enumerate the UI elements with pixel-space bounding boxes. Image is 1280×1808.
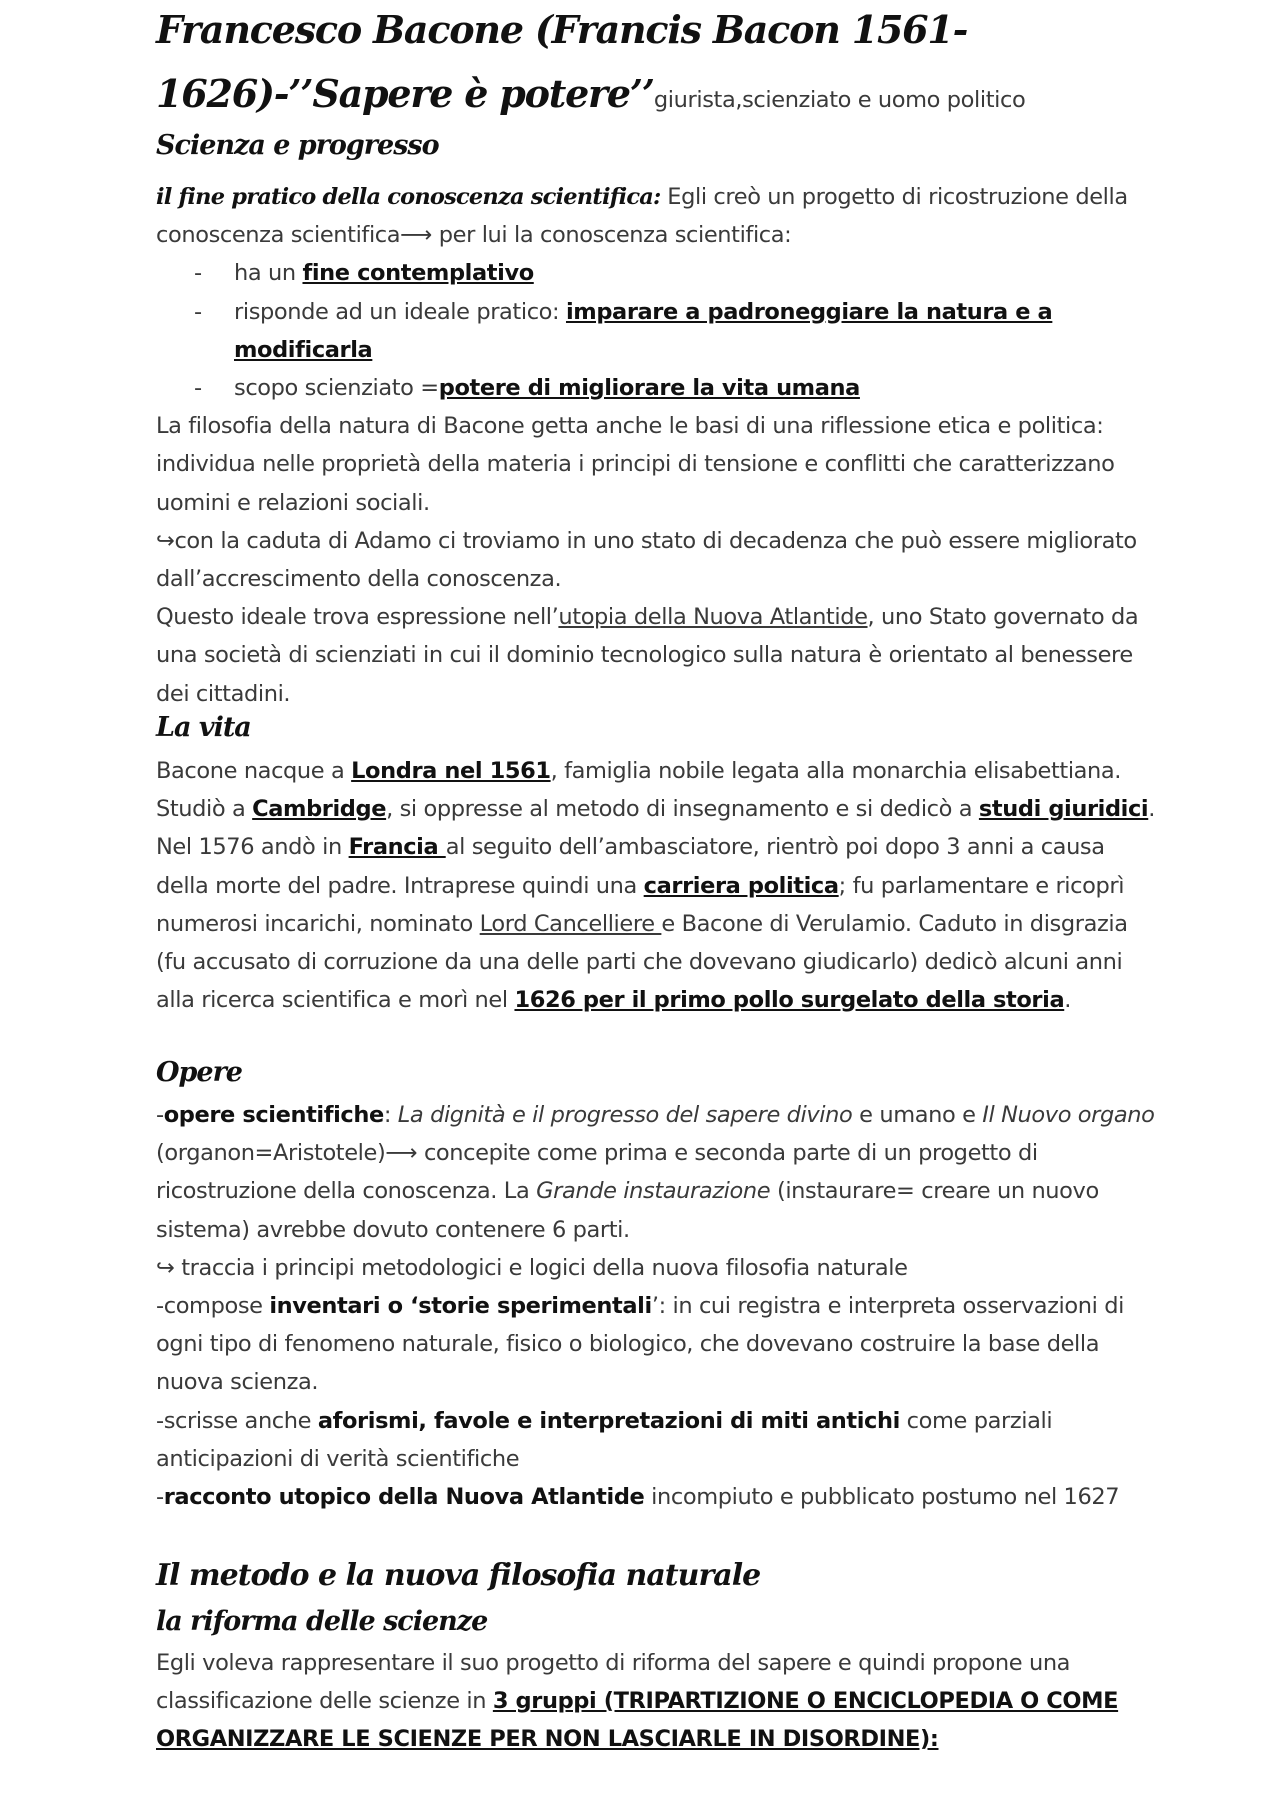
paragraph-adamo: ↪con la caduta di Adamo ci troviamo in uno stato di decadenza che può essere migliorato dall’accrescimento della conoscenza. bbox=[156, 527, 1137, 593]
subheading-riforma: la riforma delle scienze bbox=[156, 1606, 488, 1637]
text: - bbox=[156, 1102, 164, 1128]
underlined-text: Lord Cancelliere bbox=[479, 910, 662, 937]
bold-text: opere scientifiche bbox=[163, 1102, 384, 1128]
text: Bacone nacque a bbox=[156, 758, 352, 784]
intro-text: Egli creò un progetto di ricostruzione della conoscenza scientifica⟶ per lui la conoscenza scientifica: bbox=[156, 184, 1128, 249]
paragraph-inventari bbox=[156, 1287, 1156, 1402]
heading-scienza-progresso: Scienza e progresso bbox=[156, 130, 439, 161]
paragraph-vita bbox=[156, 752, 1156, 1019]
bold-text: studi giuridici bbox=[978, 796, 1149, 823]
section-scienza-progresso bbox=[156, 178, 1156, 713]
paragraph-opere-scientifiche bbox=[156, 1096, 1156, 1249]
bold-text: carriera politica bbox=[643, 872, 839, 899]
list-item bbox=[156, 293, 1156, 369]
text: : bbox=[383, 1102, 398, 1128]
paragraph-atlantide bbox=[156, 598, 1156, 713]
heading-metodo: Il metodo e la nuova filosofia naturale bbox=[156, 1558, 761, 1593]
bold-text: aforismi, favole e interpretazioni di miti antichi bbox=[317, 1407, 900, 1434]
bold-text: 1626 per il primo pollo surgelato della storia bbox=[514, 987, 1065, 1014]
text: ’: in cui registra e interpreta osservazioni di ogni tipo di fenomeno naturale, fisico o biologico, che dovevano costruire la base della nuova scienza. bbox=[156, 1293, 1124, 1396]
heading-opere: Opere bbox=[156, 1057, 242, 1088]
italic-text: La dignità e il progresso del sapere divino bbox=[397, 1102, 853, 1128]
text: e Bacone di Verulamio. Caduto in disgrazia (fu accusato di corruzione da una delle parti che dovevano giudicarlo) dedicò alcuni anni alla ricerca scientifica e morì nel bbox=[156, 910, 1128, 1014]
paragraph-nuova-atlantide bbox=[156, 1478, 1156, 1516]
text: , famiglia nobile legata alla monarchia elisabettiana. Studiò a bbox=[156, 758, 1122, 823]
section-la-vita bbox=[156, 752, 1156, 1019]
bold-text: Londra nel 1561 bbox=[351, 758, 551, 784]
list-item-bold: potere di migliorare la vita umana bbox=[438, 375, 860, 402]
list-item-text: scopo scienziato = bbox=[234, 375, 439, 402]
bold-text: racconto utopico della Nuova Atlantide bbox=[163, 1484, 645, 1511]
paragraph-riforma bbox=[156, 1644, 1156, 1759]
list-item-text: ha un bbox=[234, 260, 303, 287]
text: -compose bbox=[156, 1293, 270, 1320]
paragraph-aforismi bbox=[156, 1402, 1156, 1478]
paragraph-etica: La filosofia della natura di Bacone getta anche le basi di una riflessione etica e politica: individua nelle proprietà della materia i principi di tensione e conflitti che caratterizzano uomini e relazioni sociali. bbox=[156, 413, 1115, 516]
document-title bbox=[156, 0, 1156, 132]
text: al seguito dell’ambasciatore, rientrò poi dopo 3 anni a causa della morte del padre. Intraprese quindi una bbox=[156, 834, 1105, 899]
section-metodo bbox=[156, 1644, 1156, 1759]
bold-text: 3 gruppi (TRIPARTIZIONE O ENCICLOPEDIA O COME ORGANIZZARE LE SCIENZE PER NON LASCIARLE IN DISORDINE): bbox=[156, 1688, 1119, 1753]
text: incompiuto e pubblicato postumo nel 1627 bbox=[644, 1484, 1120, 1511]
text: ; fu parlamentare e ricoprì numerosi incarichi, nominato bbox=[156, 872, 1125, 937]
lead-text: il fine pratico della conoscenza scientifica: bbox=[156, 184, 661, 210]
text: (instaurare= creare un nuovo sistema) avrebbe dovuto contenere 6 parti. bbox=[156, 1178, 1099, 1243]
text: come parziali anticipazioni di verità scientifiche bbox=[156, 1407, 1053, 1472]
list-item-bold: imparare a padroneggiare la natura e a modificarla bbox=[234, 298, 1053, 363]
text: e umano e bbox=[852, 1102, 983, 1128]
heading-la-vita: La vita bbox=[156, 712, 251, 743]
text: Questo ideale trova espressione nell’ bbox=[156, 604, 559, 631]
paragraph-intro bbox=[156, 178, 1156, 254]
text: - bbox=[156, 1484, 164, 1511]
list-item bbox=[156, 254, 1156, 292]
bold-text: Francia bbox=[348, 834, 446, 861]
italic-text: Grande instaurazione bbox=[536, 1178, 771, 1205]
text: . Nel 1576 andò in bbox=[156, 796, 1156, 861]
list-item bbox=[156, 369, 1156, 407]
paragraph-principi: ↪ traccia i principi metodologici e logici della nuova filosofia naturale bbox=[156, 1254, 908, 1281]
text: . bbox=[1064, 987, 1071, 1014]
list-scienza bbox=[156, 254, 1156, 407]
bold-text: Cambridge bbox=[252, 796, 387, 823]
text: Egli voleva rappresentare il suo progetto di riforma del sapere e quindi propone una classificazione delle scienze in bbox=[156, 1650, 1071, 1715]
underlined-text: utopia della Nuova Atlantide bbox=[558, 604, 868, 631]
list-item-text: risponde ad un ideale pratico: bbox=[234, 298, 566, 325]
list-item-bold: fine contemplativo bbox=[302, 260, 534, 287]
text: (organon=Aristotele)⟶ concepite come prima e seconda parte di un progetto di ricostruzione della conoscenza. La bbox=[156, 1140, 1038, 1205]
title-subtitle: giurista,scienziato e uomo politico bbox=[653, 87, 1026, 113]
text: , uno Stato governato da una società di scienziati in cui il dominio tecnologico sulla natura è orientato al benessere dei cittadini. bbox=[156, 604, 1139, 707]
text: , si oppresse al metodo di insegnamento e si dedicò a bbox=[386, 796, 979, 823]
text: -scrisse anche bbox=[156, 1407, 318, 1434]
title-text: Francesco Bacone (Francis Bacon 1561-1626)-’’Sapere è potere’’ bbox=[156, 7, 968, 116]
section-opere bbox=[156, 1096, 1156, 1516]
bold-text: inventari o ‘storie sperimentali bbox=[269, 1293, 652, 1320]
italic-text: Il Nuovo organo bbox=[982, 1102, 1155, 1128]
